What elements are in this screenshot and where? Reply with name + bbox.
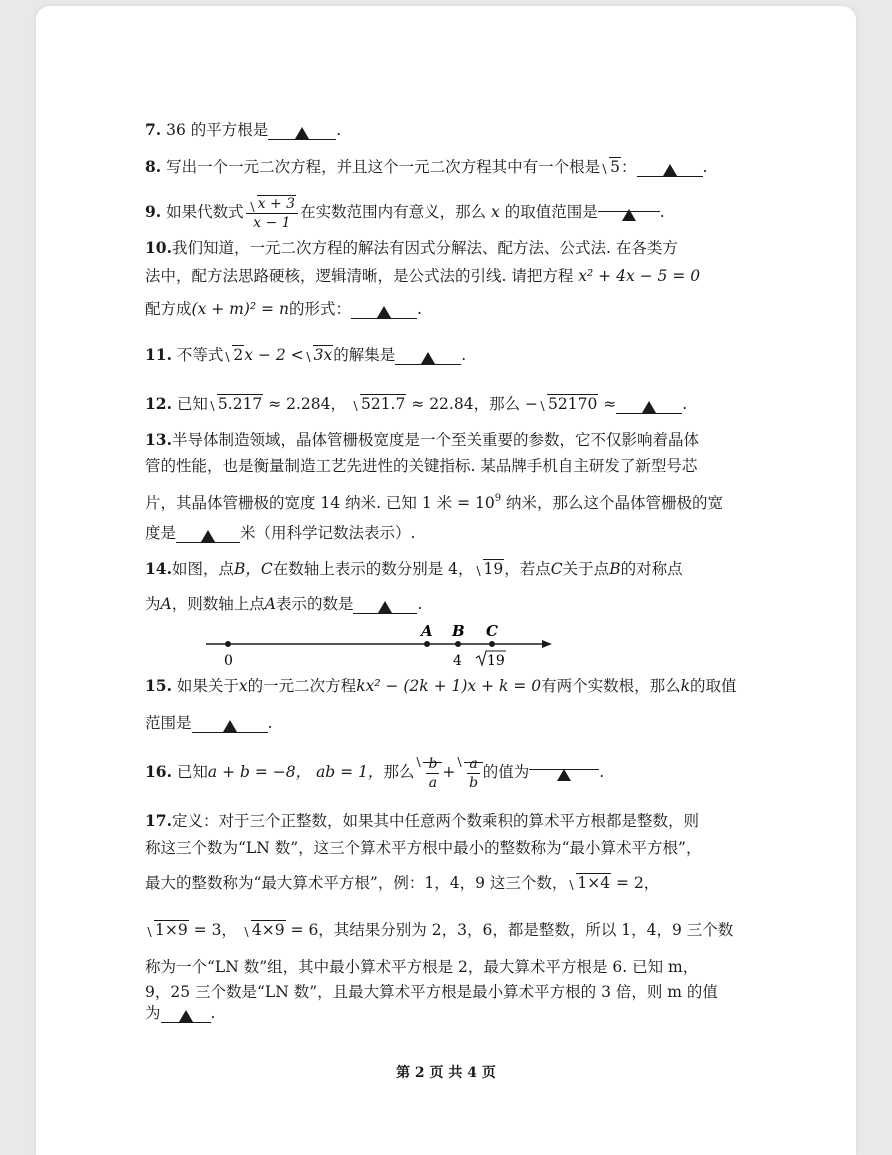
point-C [489, 641, 495, 647]
question-text: 在数轴上表示的数分别是 4， [272, 560, 474, 578]
equation: a + b = −8， [207, 763, 312, 781]
question-text: 有两个实数根，那么 [541, 677, 681, 695]
variable: x [491, 203, 500, 221]
radicand: 521.7 [360, 395, 406, 413]
question-text: 的值为 [482, 763, 530, 781]
answer-blank[interactable] [529, 753, 599, 770]
question-17-line-2 [145, 838, 701, 858]
question-number: 14. [145, 559, 172, 578]
question-text: 为 [145, 1004, 161, 1022]
question-text: 如果代数式 [166, 203, 244, 221]
question-number: 15. [145, 676, 172, 695]
question-17-line-1 [145, 811, 699, 831]
radicand: 4×9 [251, 921, 285, 939]
question-text: 的形式： [288, 300, 351, 318]
colon: ： [621, 158, 637, 176]
label-C: C [486, 622, 498, 640]
radicand: 1×4 [577, 874, 611, 892]
question-17-line-7 [145, 1003, 215, 1023]
question-number: 13. [145, 430, 172, 449]
question-9 [145, 192, 665, 232]
question-text: = 3， [193, 921, 237, 939]
triangle-icon [421, 352, 435, 364]
period: . [417, 595, 423, 613]
period: . [416, 300, 422, 318]
question-number: 10. [145, 238, 172, 257]
question-15-line-1 [145, 676, 737, 696]
equation: x² + 4x − 5 = 0 [578, 267, 701, 285]
tick-label-sqrt19: 19 [487, 653, 505, 669]
triangle-icon [223, 720, 237, 732]
question-text: 的取值范围是 [504, 203, 598, 221]
question-text: 关于点 [562, 560, 610, 578]
question-text: ，则数轴上点 [171, 595, 265, 613]
question-17-line-5 [145, 957, 698, 977]
point-label: A [264, 595, 276, 613]
question-number: 7. [145, 120, 162, 139]
answer-blank[interactable] [192, 716, 268, 733]
radicand: 5.217 [217, 395, 263, 413]
answer-blank[interactable] [268, 123, 336, 140]
period: . [461, 346, 467, 364]
radicand: 52170 [548, 395, 598, 413]
question-text: 已知 [176, 395, 208, 413]
tick-label-4: 4 [453, 653, 462, 669]
point-labels: B，C [233, 560, 273, 578]
question-number: 8. [145, 157, 162, 176]
question-text: 9，25 三个数是“LN 数”，且最大算术平方根是最小算术平方根的 3 倍，则 m 的值 [145, 983, 718, 1001]
question-text: 配方成 [145, 300, 192, 318]
triangle-icon [642, 401, 656, 413]
question-text: 如图，点 [171, 560, 234, 578]
question-text: 我们知道，一元二次方程的解法有因式分解法、配方法、公式法. 在各类方 [171, 239, 678, 257]
question-text: 的对称点 [620, 560, 683, 578]
question-10-line-1 [145, 238, 678, 258]
answer-blank[interactable] [616, 397, 682, 414]
label-A: A [421, 622, 433, 640]
point-origin [225, 641, 231, 647]
question-text: 的取值 [690, 677, 737, 695]
point-label: A [160, 595, 172, 613]
question-text: 为 [145, 595, 161, 613]
answer-blank[interactable] [598, 195, 660, 212]
equation: ab = 1， [316, 763, 384, 781]
sqrt-fraction [414, 750, 442, 794]
equation: (x + m)² = n [191, 300, 289, 318]
question-text: 的一元二次方程 [247, 677, 357, 695]
period: . [682, 395, 688, 413]
question-10-line-3 [145, 299, 422, 319]
radicand: 1×9 [155, 921, 188, 939]
radicand: 2 [233, 346, 244, 364]
point-label: B [609, 560, 621, 578]
question-number: 11. [145, 345, 172, 364]
question-14-line-1 [145, 559, 683, 579]
question-16 [145, 750, 604, 794]
tick-label-0: 0 [224, 653, 233, 669]
point-B [455, 641, 461, 647]
question-17-line-4 [145, 920, 733, 940]
numerator: b [428, 755, 438, 772]
question-text: 管的性能，也是衡量制造工艺先进性的关键指标. 某品牌手机自主研发了新型号芯 [145, 457, 698, 475]
question-text: 如果关于 [176, 677, 239, 695]
question-text: 定义：对于三个正整数，如果其中任意两个数乘积的算术平方根都是整数，则 [171, 812, 699, 830]
answer-blank[interactable] [637, 160, 703, 177]
question-text: 半导体制造领域，晶体管栅极宽度是一个至关重要的参数，它不仅影响着晶体 [171, 431, 699, 449]
equation: kx² − (2k + 1)x + k = 0 [356, 677, 542, 695]
answer-blank[interactable] [395, 348, 461, 365]
period: . [702, 158, 708, 176]
denominator: a [428, 774, 438, 791]
point-label: C [550, 560, 563, 578]
question-text: 米（用科学记数法表示）. [240, 524, 416, 542]
variable: k [680, 677, 691, 695]
triangle-icon [378, 601, 392, 613]
question-text: 的解集是 [333, 346, 396, 364]
question-14-line-2 [145, 594, 422, 614]
sqrt-fraction [455, 750, 482, 794]
answer-blank[interactable] [176, 526, 240, 543]
question-text: 纳米，那么这个晶体管栅极的宽 [501, 494, 724, 512]
plus-sign: + [442, 763, 456, 781]
answer-blank[interactable] [353, 597, 417, 614]
denominator: x − 1 [253, 214, 291, 231]
sqrt-expression [600, 157, 621, 177]
triangle-icon [179, 1010, 193, 1022]
question-number: 12. [145, 394, 172, 413]
triangle-icon [201, 530, 215, 542]
question-text: 在实数范围内有意义，那么 [300, 203, 487, 221]
minus-sign: − [525, 395, 539, 413]
question-text: 范围是 [145, 714, 192, 732]
approx-sign: ≈ [603, 395, 617, 413]
period: . [210, 1004, 216, 1022]
triangle-icon [622, 209, 636, 221]
question-13-line-4 [145, 523, 415, 543]
question-number: 17. [145, 811, 172, 830]
question-text: 称为一个“LN 数”组，其中最小算术平方根是 2，最大算术平方根是 6. 已知 m， [145, 958, 699, 976]
triangle-icon [557, 769, 571, 781]
question-13-line-3 [145, 489, 723, 513]
page-footer: 第 2 页 共 4 页 [396, 1065, 496, 1081]
period: . [599, 763, 605, 781]
period: . [336, 121, 342, 139]
question-text: 度是 [145, 524, 177, 542]
label-B: B [452, 622, 465, 640]
radicand: 19 [483, 560, 504, 578]
question-17-line-6 [145, 982, 718, 1002]
period: . [659, 203, 665, 221]
numerator: x + 3 [257, 195, 296, 212]
question-text: = 6，其结果分别为 2，3，6，都是整数，所以 1，4，9 三个数 [290, 921, 734, 939]
fraction [246, 195, 298, 232]
question-13-line-1 [145, 430, 699, 450]
question-15-line-2 [145, 713, 272, 733]
question-text: 最大的整数称为“最大算术平方根”，例：1，4，9 这三个数， [145, 874, 568, 892]
exponent: 9 [494, 493, 502, 504]
question-text: = 2， [616, 874, 660, 892]
question-10-line-2 [145, 266, 700, 286]
period: . [267, 714, 273, 732]
question-text: 写出一个一元二次方程，并且这个一元二次方程其中有一个根是 [166, 158, 601, 176]
question-17-line-3 [145, 873, 659, 893]
question-text: 那么 [383, 763, 415, 781]
radicand: 3x [313, 346, 333, 364]
denominator: b [469, 774, 479, 791]
question-11 [145, 345, 466, 365]
question-text: ，若点 [504, 560, 551, 578]
question-13-line-2 [145, 456, 697, 476]
triangle-icon [663, 164, 677, 176]
question-text: 表示的数是 [275, 595, 354, 613]
value: ≈ 22.84，那么 [411, 395, 521, 413]
question-text: 已知 [176, 763, 208, 781]
question-text: 称这三个数为“LN 数”，这三个算术平方根中最小的整数称为“最小算术平方根”， [145, 839, 702, 857]
question-text: 法中，配方法思路硬核，逻辑清晰，是公式法的引线. 请把方程 [145, 267, 574, 285]
question-12 [145, 394, 687, 414]
arrow-icon [542, 640, 552, 648]
expression: x − 2 < [244, 346, 304, 364]
triangle-icon [295, 127, 309, 139]
value: ≈ 2.284， [268, 395, 347, 413]
answer-blank[interactable] [351, 302, 417, 319]
question-8 [145, 157, 707, 177]
point-A [424, 641, 430, 647]
question-text: 片，其晶体管栅极的宽度 14 纳米. 已知 1 米 = 10 [145, 494, 495, 512]
question-text: 36 的平方根是 [166, 121, 269, 139]
number-line-figure [200, 620, 570, 670]
variable: x [238, 677, 248, 695]
answer-blank[interactable] [161, 1006, 211, 1023]
question-text: 不等式 [176, 346, 224, 364]
numerator: a [469, 755, 478, 772]
question-number: 9. [145, 202, 162, 221]
question-7 [145, 120, 341, 140]
question-number: 16. [145, 762, 172, 781]
radicand: 5 [610, 158, 621, 176]
triangle-icon [377, 306, 391, 318]
